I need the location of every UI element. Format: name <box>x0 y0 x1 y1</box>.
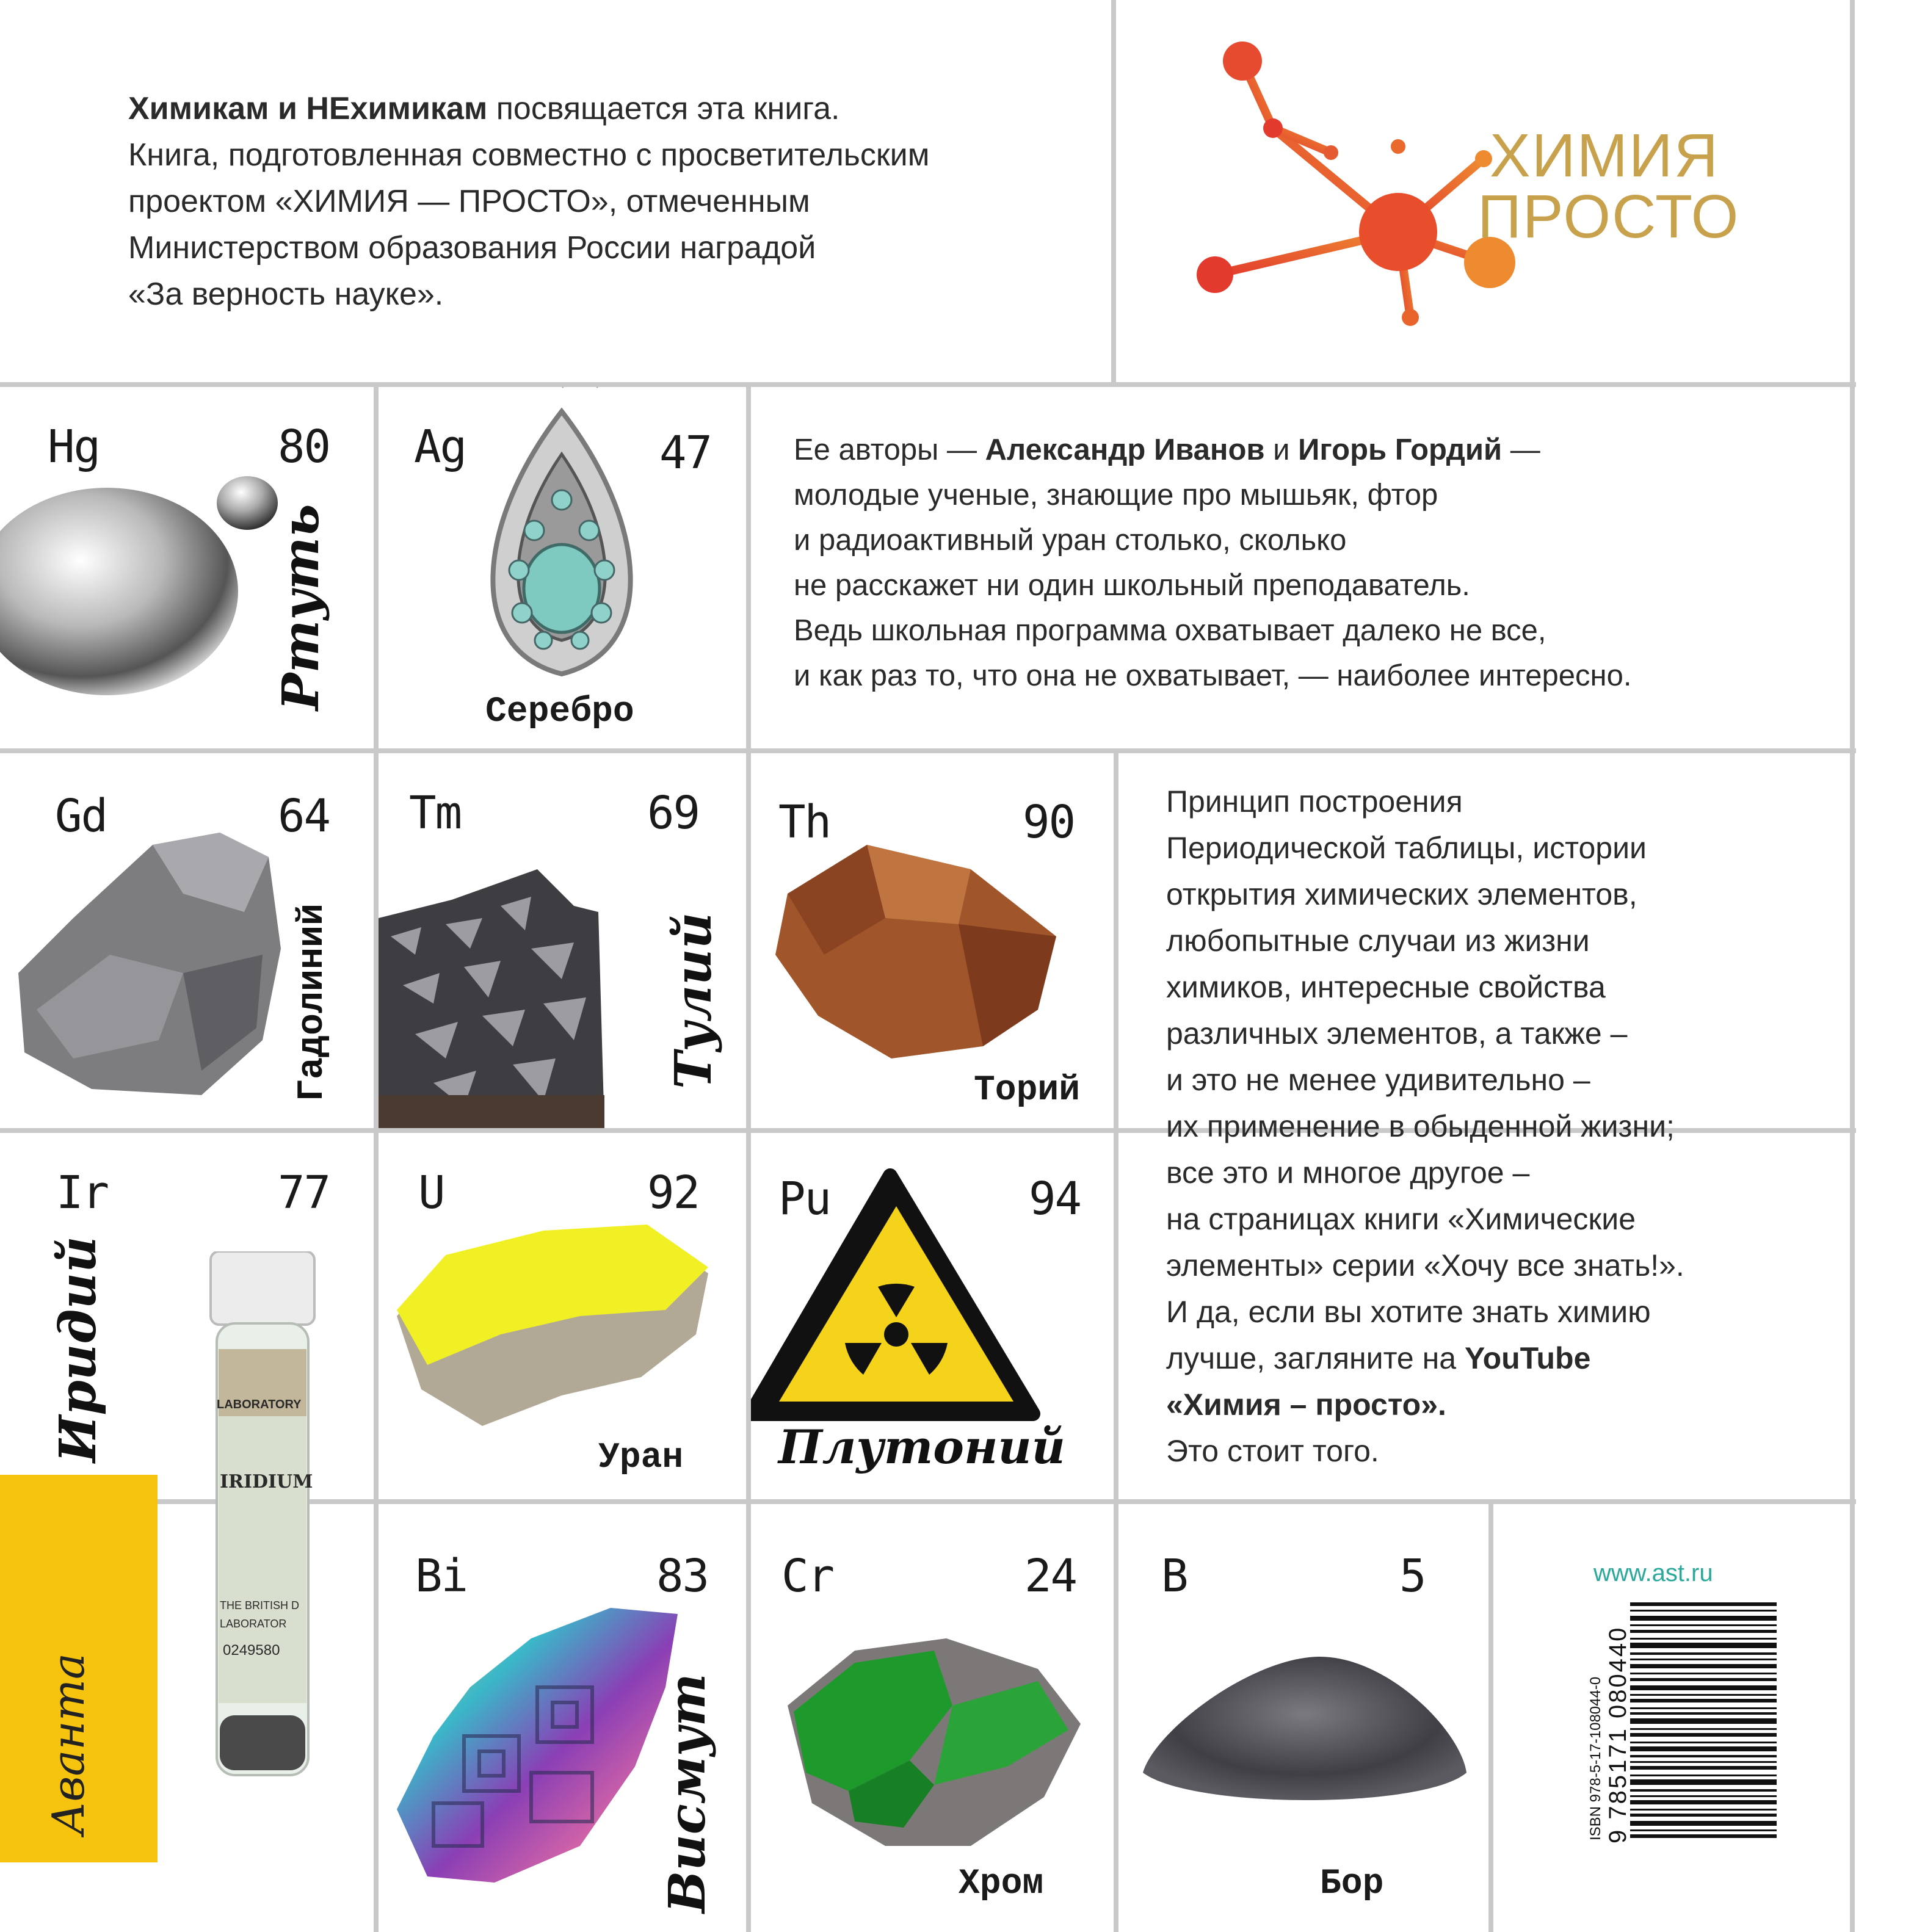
grid-line <box>746 748 751 1932</box>
element-name: Бор <box>1320 1864 1384 1904</box>
element-symbol: U <box>418 1167 444 1219</box>
element-name: Серебро <box>485 692 634 732</box>
element-number: 94 <box>1029 1173 1081 1225</box>
element-tile-bi <box>379 1504 746 1932</box>
boron-powder-image <box>1118 1504 1488 1932</box>
author-name: Александр Иванов <box>985 433 1265 466</box>
element-tile-hg <box>0 387 374 748</box>
element-number: 90 <box>1023 796 1075 848</box>
iridium-vial-image: LABORATORY IRIDIUM THE BRITISH D LABORATOR 0249580 <box>201 1251 324 1789</box>
element-name: Хром <box>959 1864 1044 1904</box>
youtube-label: YouTube <box>1464 1341 1591 1375</box>
grid-line <box>374 1133 379 1932</box>
logo-text-line2: ПРОСТО <box>1477 183 1740 251</box>
element-number: 77 <box>278 1167 330 1219</box>
publisher-logo-block <box>0 1475 158 1862</box>
element-tile-cr <box>751 1504 1114 1932</box>
element-name: Иридий <box>49 1236 107 1463</box>
intro-text: Химикам и НЕхимикам посвящается эта книга. Книга, подготовленная совместно с просветительским проектом «ХИМИЯ — ПРОСТО», отмеченным Министерством образования России наградой «За верность науке». <box>128 91 930 312</box>
element-symbol: Pu <box>778 1173 831 1225</box>
element-number: 5 <box>1399 1550 1426 1602</box>
logo-text-line1: ХИМИЯ <box>1490 121 1719 190</box>
element-name: Торий <box>974 1071 1081 1110</box>
element-tile-b <box>1118 1504 1488 1932</box>
element-symbol: Cr <box>781 1550 834 1602</box>
barcode <box>1587 1602 1795 1847</box>
principle-text: Принцип построения Периодической таблицы, истории открытия химических элементов, любопытные случаи из жизни химиков, интересные свойства различных элементов, а также – и это не менее удивительно – их применение в обыденной жизни; все это и многое другое – на страницах книги «Химические элементы» серии «Хочу все знать!». И да, если вы хотите знать химию лучше, загляните на YouTube «Химия – просто». Это стоит того. <box>1166 784 1684 1468</box>
publisher-website: www.ast.ru <box>1593 1560 1713 1586</box>
element-number: 47 <box>659 427 712 479</box>
element-symbol: Hg <box>48 421 100 473</box>
grid-line <box>1850 0 1855 1932</box>
element-name: Ртуть <box>272 504 330 711</box>
grid-line <box>0 382 1856 387</box>
barcode-digits: 9 785171 080440 <box>1604 1626 1631 1843</box>
grid-line <box>1111 0 1116 382</box>
grid-line <box>1114 748 1118 1932</box>
grid-line <box>1488 1499 1493 1932</box>
element-tile-u <box>379 1133 746 1499</box>
element-number: 83 <box>656 1550 709 1602</box>
element-name: Плутоний <box>778 1420 1065 1474</box>
element-tile-pu <box>751 1133 1114 1499</box>
element-tile-gd <box>0 753 374 1128</box>
element-symbol: Gd <box>55 790 107 842</box>
element-symbol: Tm <box>409 787 462 839</box>
element-number: 24 <box>1024 1550 1077 1602</box>
element-symbol: Th <box>778 796 831 848</box>
element-name: Висмут <box>658 1673 717 1913</box>
grid-line <box>0 748 1856 753</box>
element-name: Уран <box>598 1438 684 1478</box>
element-tile-tm <box>379 753 746 1128</box>
element-number: 69 <box>647 787 700 839</box>
authors-text: Ее авторы — Александр Иванов и Игорь Гордий — молодые ученые, знающие про мышьяк, фтор и радиоактивный уран столько, сколько не расскажет ни один школьный преподаватель. Ведь школьная программа охватывает далеко не все, и как раз то, что она не охватывает, — наиболее интересно. <box>794 433 1632 692</box>
element-symbol: Ag <box>414 421 466 473</box>
author-name: Игорь Гордий <box>1298 433 1503 466</box>
element-number: 64 <box>278 790 330 842</box>
publisher-logo: Аванта <box>43 1653 94 1835</box>
element-symbol: Ir <box>56 1167 109 1219</box>
grid-line <box>374 382 379 1133</box>
element-number: 92 <box>647 1167 700 1219</box>
chromium-mineral-image <box>751 1504 1114 1932</box>
element-symbol: Bi <box>415 1550 468 1602</box>
element-name: Гадолиний <box>292 903 333 1101</box>
element-symbol: B <box>1161 1550 1187 1602</box>
uranium-mineral-image <box>379 1133 746 1499</box>
intro-bold: Химикам и НЕхимикам <box>128 91 488 126</box>
channel-name: «Химия – просто». <box>1166 1387 1446 1422</box>
element-tile-ag <box>379 387 746 748</box>
element-tile-th <box>751 753 1114 1128</box>
element-number: 80 <box>278 421 330 473</box>
khimiya-prosto-logo <box>1172 37 1783 354</box>
isbn-text: ISBN 978-5-17-108044-0 <box>1587 1676 1604 1840</box>
grid-line <box>746 382 751 748</box>
element-name: Тулий <box>664 912 723 1089</box>
